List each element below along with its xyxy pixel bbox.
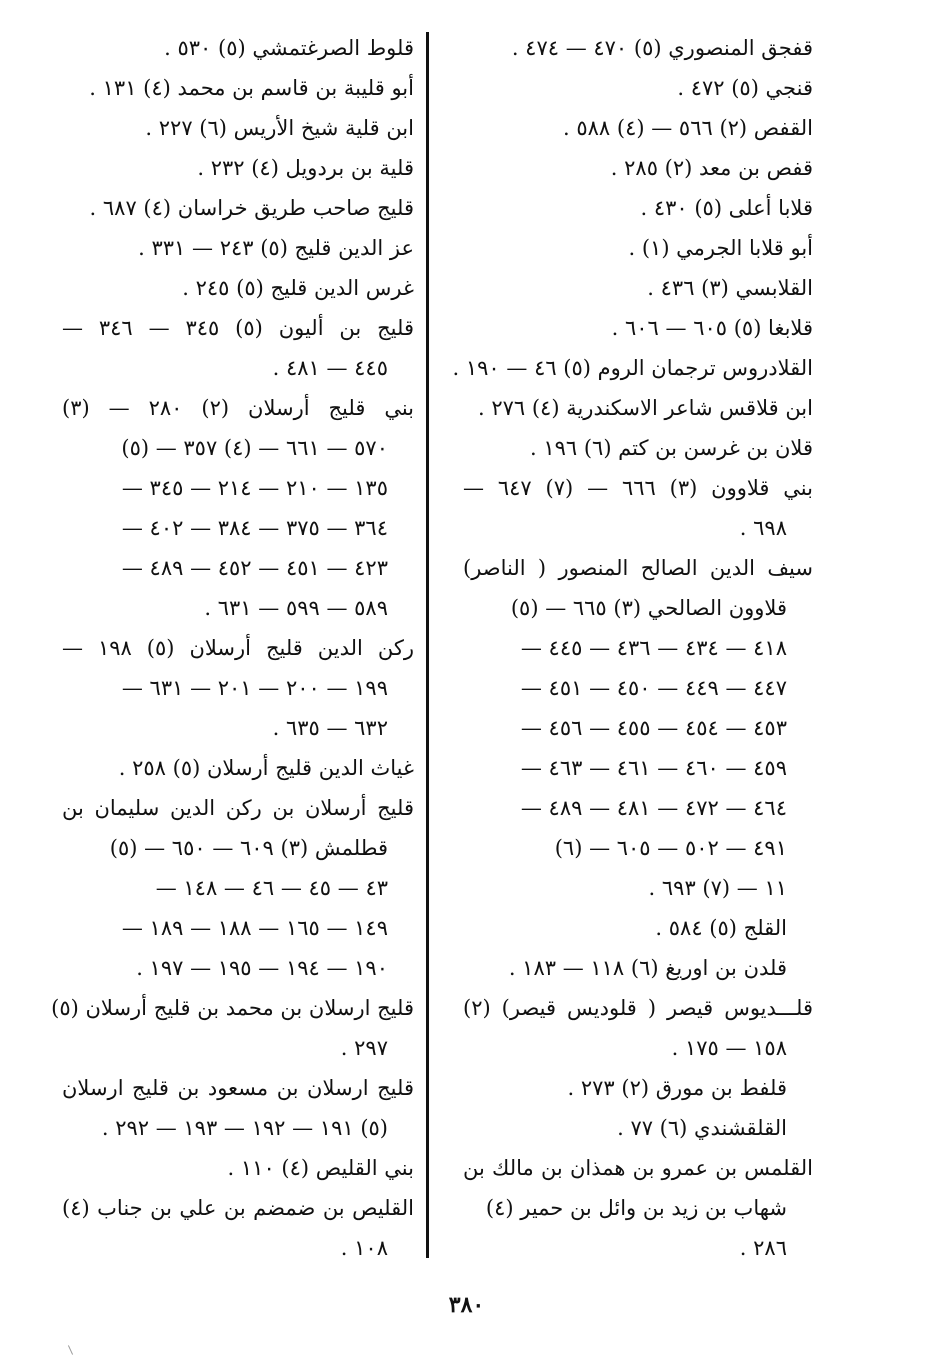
index-entry-line: ١٤٩ — ١٦٥ — ١٨٨ — ١٨٩ — bbox=[121, 916, 388, 940]
index-entry-line: ٢٨٦ . bbox=[739, 1236, 787, 1260]
index-entry-line: ابن قلية شيخ الأريس (٦) ٢٢٧ . bbox=[145, 116, 414, 140]
index-entry-line: القلادروس ترجمان الروم (٥) ٤٦ — ١٩٠ . bbox=[452, 356, 813, 380]
index-entry-line: قلابا أعلى (٥) ٤٣٠ . bbox=[640, 196, 813, 220]
index-entry-line: ٦٩٨ . bbox=[739, 516, 787, 540]
index-entry-line: ٤٦٤ — ٤٧٢ — ٤٨١ — ٤٨٩ — bbox=[520, 796, 787, 820]
index-entry-line: قلية بن بردويل (٤) ٢٣٢ . bbox=[197, 156, 414, 180]
index-entry-line: ٢٩٧ . bbox=[340, 1036, 388, 1060]
index-entry-line: قلان بن غرسن بن كتم (٦) ١٩٦ . bbox=[529, 436, 813, 460]
index-entry-line: القلقشندي (٦) ٧٧ . bbox=[617, 1116, 787, 1140]
index-entry-line: قلـــديوس قيصر ( قلوديس قيصر) (٢) bbox=[463, 996, 813, 1020]
index-entry-line: قليج بن أليون (٥) ٣٤٥ — ٣٤٦ — bbox=[62, 316, 414, 340]
index-entry-line: قفص بن معد (٢) ٢٨٥ . bbox=[610, 156, 813, 180]
index-entry-line: قنجي (٥) ٤٧٢ . bbox=[677, 76, 813, 100]
index-entry-line: قلفط بن مورق (٢) ٢٧٣ . bbox=[567, 1076, 787, 1100]
index-entry-line: ٤٥٩ — ٤٦٠ — ٤٦١ — ٤٦٣ — bbox=[520, 756, 787, 780]
index-entry-line: ٤٩١ — ٥٠٢ — ٦٠٥ — (٦) bbox=[554, 836, 787, 860]
index-entry-line: أبو قليبة بن قاسم بن محمد (٤) ١٣١ . bbox=[89, 76, 414, 100]
index-entry-line: قلدن بن اوريغ (٦) ١١٨ — ١٨٣ . bbox=[508, 956, 787, 980]
index-entry-line: قلابغا (٥) ٦٠٥ — ٦٠٦ . bbox=[611, 316, 813, 340]
index-entry-line: أبو قلابا الجرمي (١) . bbox=[628, 236, 813, 260]
index-entry-line: غياث الدين قليج أرسلان (٥) ٢٥٨ . bbox=[118, 756, 414, 780]
index-entry-line: ١٠٨ . bbox=[340, 1236, 388, 1260]
index-entry-line: ٤٢٣ — ٤٥١ — ٤٥٢ — ٤٨٩ — bbox=[121, 556, 388, 580]
index-entry-line: ٣٦٤ — ٣٧٥ — ٣٨٤ — ٤٠٢ — bbox=[121, 516, 388, 540]
right-column bbox=[452, 28, 813, 1268]
index-entry-line: ١٣٥ — ٢١٠ — ٢١٤ — ٣٤٥ — bbox=[121, 476, 388, 500]
index-entry-line: عز الدين قليج (٥) ٢٤٣ — ٣٣١ . bbox=[138, 236, 414, 260]
left-column bbox=[51, 28, 415, 1268]
index-entry-line: القلابسي (٣) ٤٣٦ . bbox=[647, 276, 813, 300]
index-entry-line: سيف الدين الصالح المنصور ( الناصر) bbox=[463, 556, 813, 580]
index-entry-line: ٦٣٢ — ٦٣٥ . bbox=[272, 716, 388, 740]
index-entry-line: ٤١٨ — ٤٣٤ — ٤٣٦ — ٤٤٥ — bbox=[520, 636, 787, 660]
index-entry-line: ٤٥٣ — ٤٥٤ — ٤٥٥ — ٤٥٦ — bbox=[520, 716, 787, 740]
index-entry-line: غرس الدين قليج (٥) ٢٤٥ . bbox=[182, 276, 414, 300]
index-entry-line: ٥٧٠ — ٦٦١ — (٤) ٣٥٧ — (٥) bbox=[121, 436, 388, 460]
index-entry-line: القلمس بن عمرو بن همذان بن مالك بن bbox=[463, 1156, 813, 1180]
index-entry-line: قطلمش (٣) ٦٠٩ — ٦٥٠ — (٥) bbox=[109, 836, 388, 860]
column-divider bbox=[426, 32, 429, 1258]
index-entry-line: قليج ارسلان بن مسعود بن قليج ارسلان bbox=[62, 1076, 414, 1100]
index-entry-line: ابن قلاقس شاعر الاسكندرية (٤) ٢٧٦ . bbox=[477, 396, 813, 420]
index-entry-line: بني القليص (٤) ١١٠ . bbox=[227, 1156, 414, 1180]
index-entry-line: ركن الدين قليج أرسلان (٥) ١٩٨ — bbox=[62, 636, 414, 660]
scan-mark bbox=[68, 1345, 73, 1354]
index-entry-line: قليج صاحب طريق خراسان (٤) ٦٨٧ . bbox=[89, 196, 414, 220]
index-entry-line: قلوط الصرغتمشي (٥) ٥٣٠ . bbox=[164, 36, 414, 60]
index-entry-line: ٥٨٩ — ٥٩٩ — ٦٣١ . bbox=[204, 596, 388, 620]
index-entry-line: قلاوون الصالحي (٣) ٦٦٥ — (٥) bbox=[510, 596, 787, 620]
index-entry-line: قفجق المنصوري (٥) ٤٧٠ — ٤٧٤ . bbox=[511, 36, 813, 60]
index-entry-line: ٤٤٧ — ٤٤٩ — ٤٥٠ — ٤٥١ — bbox=[520, 676, 787, 700]
index-entry-line: قليج ارسلان بن محمد بن قليج أرسلان (٥) bbox=[51, 996, 414, 1020]
index-entry-line: القليص بن ضمضم بن علي بن جناب (٤) bbox=[62, 1196, 414, 1220]
index-entry-line: ٤٣ — ٤٥ — ٤٦ — ١٤٨ — bbox=[155, 876, 388, 900]
index-entry-line: ١٩٩ — ٢٠٠ — ٢٠١ — ٦٣١ — bbox=[121, 676, 388, 700]
index-entry-line: قليج أرسلان بن ركن الدين سليمان بن bbox=[62, 796, 414, 820]
index-entry-line: بني قلاوون (٣) ٦٦٦ — (٧) ٦٤٧ — bbox=[463, 476, 813, 500]
index-entry-line: ١٩٠ — ١٩٤ — ١٩٥ — ١٩٧ . bbox=[136, 956, 388, 980]
index-entry-line: القلج (٥) ٥٨٤ . bbox=[655, 916, 787, 940]
index-entry-line: ٤٤٥ — ٤٨١ . bbox=[272, 356, 388, 380]
index-entry-line: ١١ — (٧) ٦٩٣ . bbox=[648, 876, 787, 900]
index-entry-line: بني قليج أرسلان (٢) ٢٨٠ — (٣) bbox=[62, 396, 415, 420]
index-entry-line: شهاب بن زيد بن وائل بن حمير (٤) bbox=[485, 1196, 787, 1220]
index-entry-line: (٥) ١٩١ — ١٩٢ — ١٩٣ — ٢٩٢ . bbox=[101, 1116, 388, 1140]
page-number: ٣٨٠ bbox=[448, 1292, 485, 1318]
index-entry-line: ١٥٨ — ١٧٥ . bbox=[671, 1036, 787, 1060]
index-entry-line: القفص (٢) ٥٦٦ — (٤) ٥٨٨ . bbox=[563, 116, 813, 140]
